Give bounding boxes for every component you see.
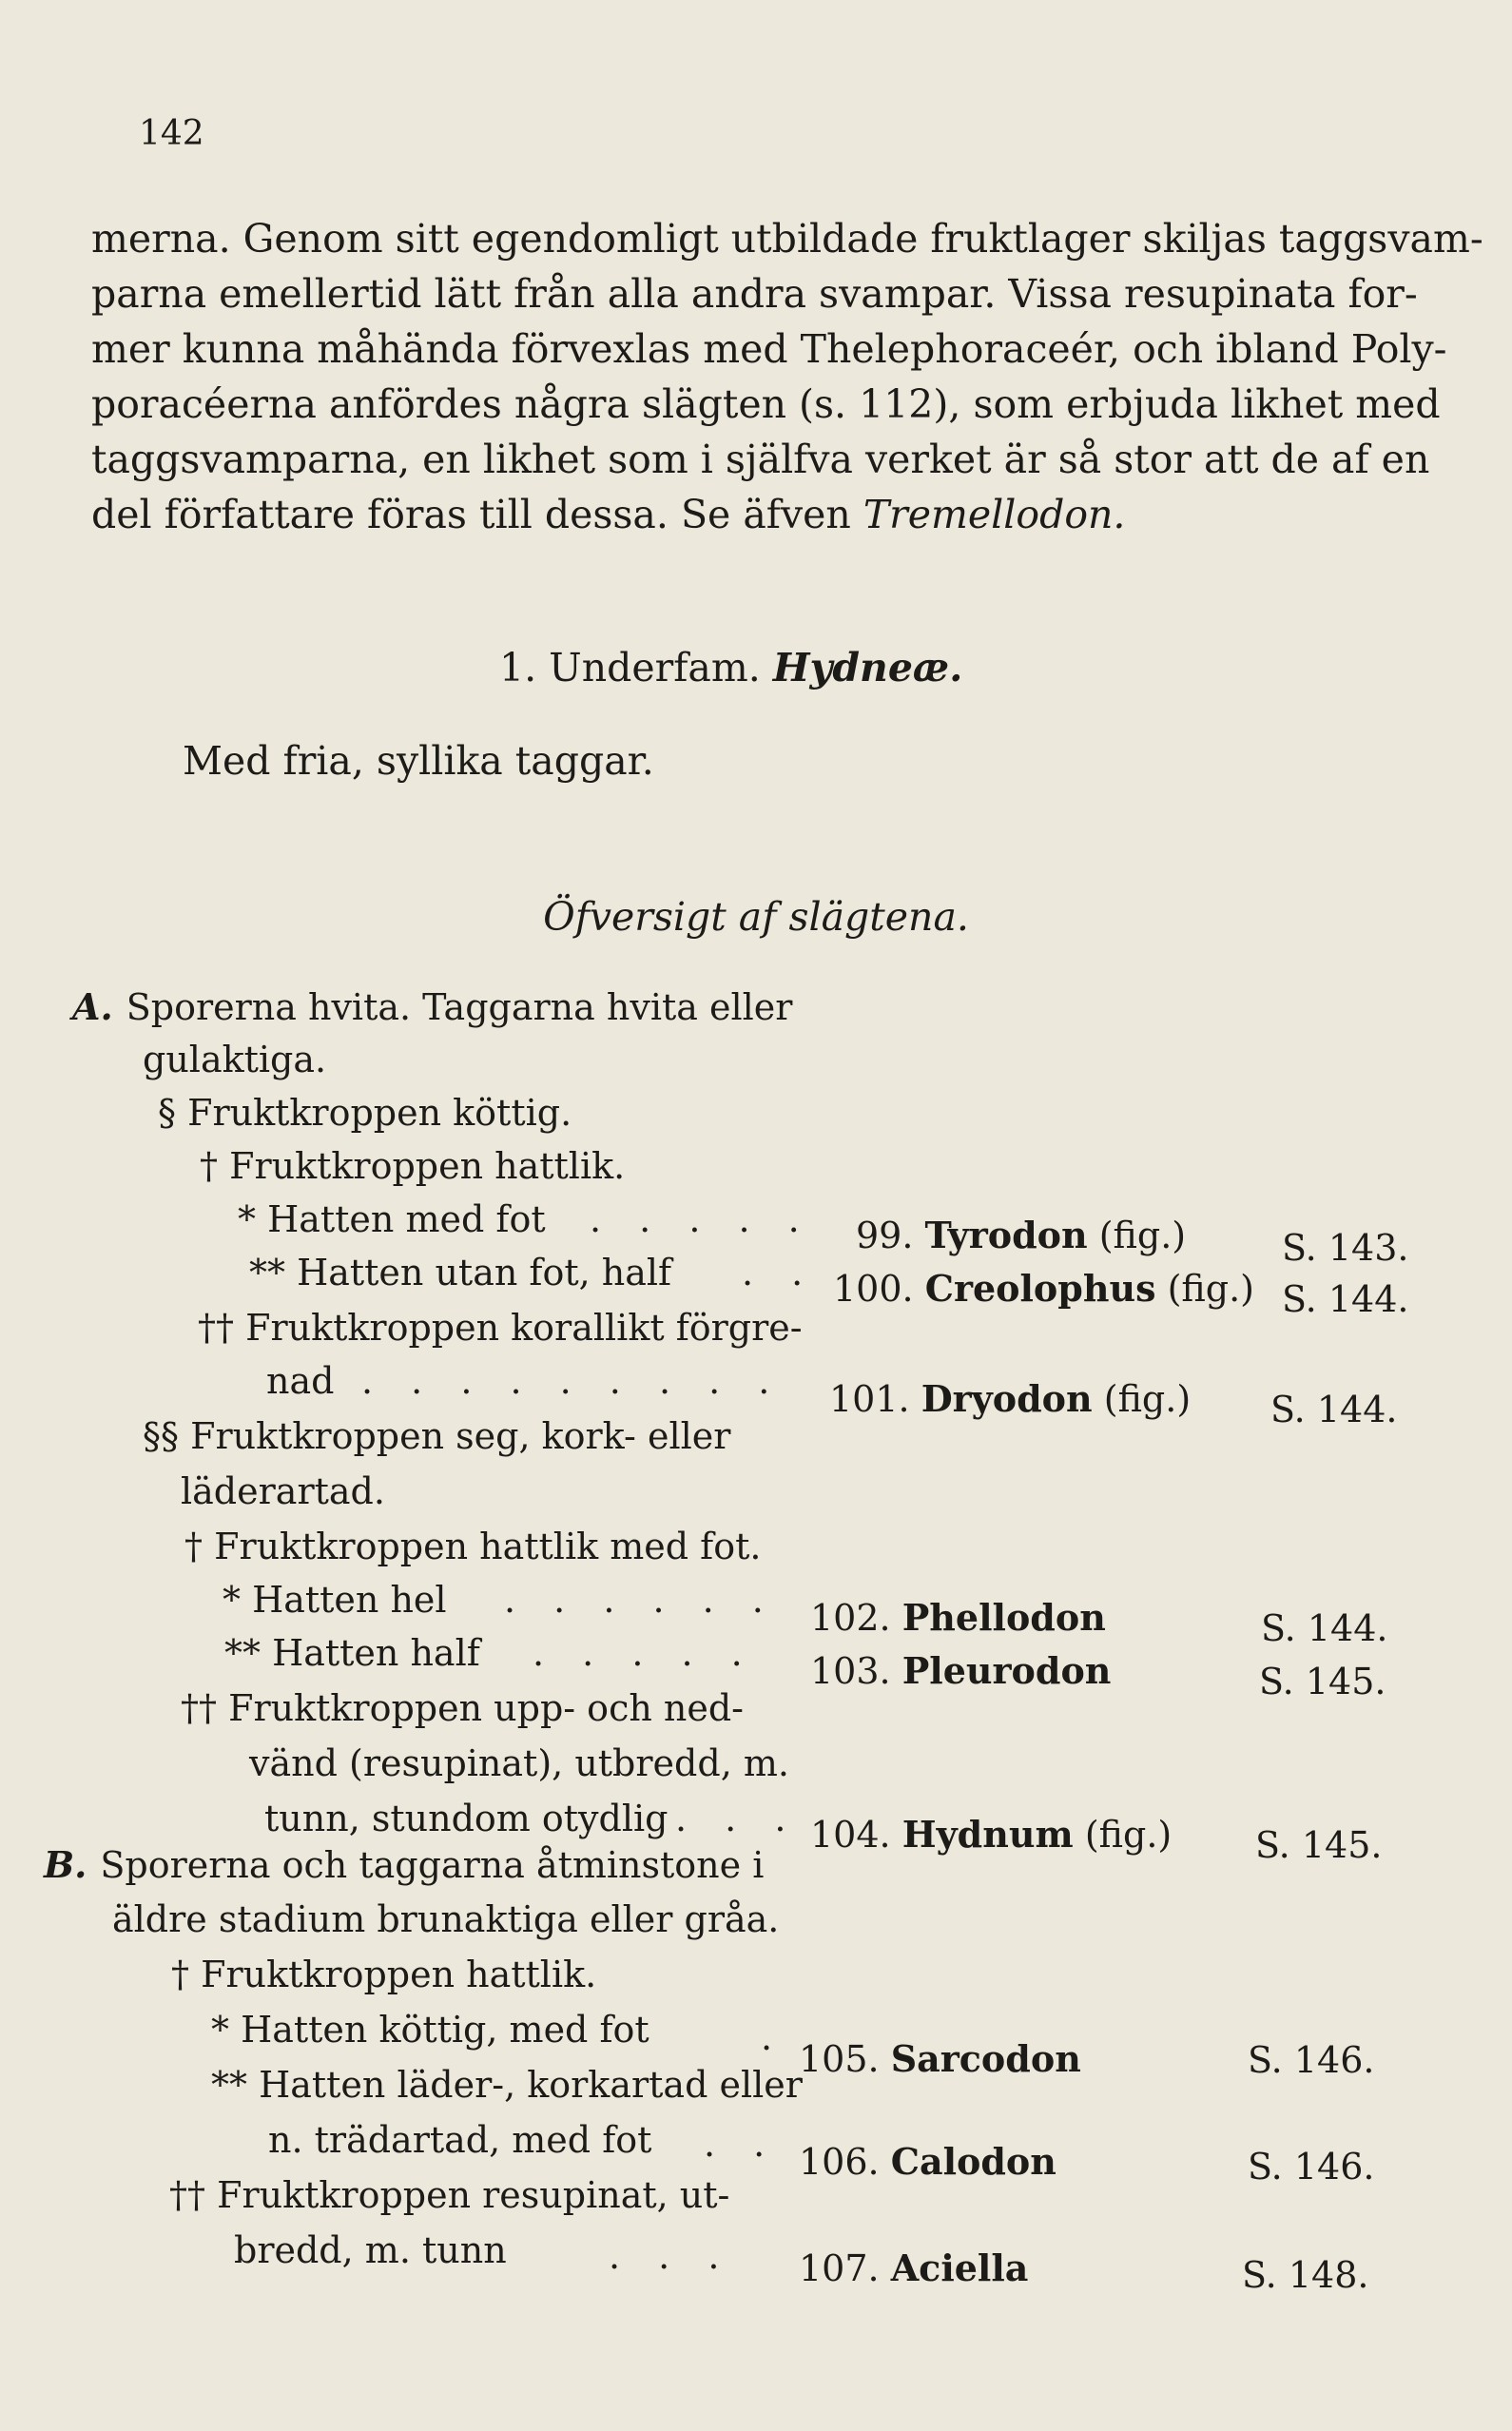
page-ref: S. 145.: [1259, 1661, 1386, 1702]
key-a-s1-t2-2: nad: [266, 1360, 335, 1402]
key-b-t2-2: bredd, m. tunn: [234, 2229, 507, 2271]
genus-entry: 101. Dryodon (fig.): [829, 1377, 1192, 1420]
key-b-t1: † Fruktkroppen hattlik.: [171, 1954, 597, 1995]
genus-entry: 103. Pleurodon: [810, 1649, 1112, 1692]
dot-leader: . . .: [609, 2235, 733, 2277]
key-a-s1-t1: † Fruktkroppen hattlik.: [200, 1145, 626, 1187]
key-a-text: Sporerna hvita. Taggarna hvita eller: [126, 986, 793, 1028]
dot-leader: . .: [742, 1252, 817, 1293]
intro-line-last: [91, 487, 1442, 542]
page-ref: S. 148.: [1242, 2254, 1369, 2296]
intro-paragraph: [91, 211, 1483, 542]
key-b-t1-a: * Hatten köttig, med fot: [211, 2009, 649, 2051]
dot-leader: . . . . .: [590, 1198, 813, 1240]
genus-name: Sarcodon: [890, 2037, 1081, 2080]
genus-entry: 104. Hydnum (fig.): [810, 1813, 1173, 1856]
subfamily-note: Med fria, syllika taggar.: [183, 738, 654, 784]
key-a-s1-t2-1: †† Fruktkroppen korallikt förgre-: [198, 1307, 803, 1349]
key-letter-a: A.: [72, 985, 113, 1028]
genus-entry: 107. Aciella: [799, 2246, 1029, 2289]
key-a-s1-t1-b: ** Hatten utan fot, half: [249, 1252, 672, 1293]
page-ref: S. 144.: [1261, 1607, 1388, 1649]
key-a-s2-2: läderartad.: [181, 1470, 385, 1512]
genus-name: Tyrodon: [924, 1214, 1088, 1256]
genus-name: Creolophus: [924, 1267, 1156, 1310]
dot-leader: . . . . .: [533, 1632, 756, 1674]
key-a-s2-t1-a: * Hatten hel: [223, 1579, 447, 1621]
genus-name: Aciella: [890, 2246, 1029, 2289]
genus-entry: 100. Creolophus (fig.): [833, 1267, 1254, 1310]
intro-line: poracéerna anfördes några slägten (s. 112), som erbjuda likhet med: [91, 381, 1441, 427]
page-number: 142: [139, 114, 204, 153]
key-a-s1: § Fruktkroppen köttig.: [158, 1092, 572, 1134]
see-also-genus: Tremellodon.: [863, 492, 1126, 537]
subfamily-prefix: 1. Underfam.: [499, 645, 761, 690]
key-b-text: Sporerna och taggarna åtminstone i: [100, 1844, 765, 1886]
genus-entry: 99. Tyrodon (fig.): [856, 1214, 1187, 1256]
intro-line: merna. Genom sitt egendomligt utbildade fruktlager skiljas taggsvam-: [91, 216, 1483, 262]
intro-line-text: del författare föras till dessa. Se äfven: [91, 492, 863, 537]
page-ref: S. 144.: [1270, 1389, 1398, 1430]
subfamily-name: Hydneæ.: [772, 645, 963, 690]
genus-name: Calodon: [890, 2140, 1056, 2183]
key-b-t2-1: †† Fruktkroppen resupinat, ut-: [169, 2174, 730, 2216]
key-a-s2-t2-2: vänd (resupinat), utbredd, m.: [249, 1742, 789, 1784]
key-letter-b: B.: [44, 1843, 87, 1886]
key-b-line1: [44, 1843, 764, 1886]
subfamily-heading: [499, 645, 962, 690]
genus-entry: 102. Phellodon: [810, 1596, 1106, 1639]
genus-entry: 105. Sarcodon: [799, 2037, 1081, 2080]
genus-name: Pleurodon: [901, 1649, 1112, 1692]
key-a-s2-t1-b: ** Hatten half: [224, 1632, 480, 1674]
key-a-s2-t1: † Fruktkroppen hattlik med fot.: [184, 1526, 762, 1567]
intro-line: mer kunna måhända förvexlas med Thelephoraceér, och ibland Poly-: [91, 326, 1447, 372]
key-a-s2-t2-1: †† Fruktkroppen upp- och ned-: [181, 1687, 745, 1729]
key-b-t1-b-2: n. trädartad, med fot: [268, 2119, 652, 2161]
page-ref: S. 144.: [1282, 1278, 1409, 1320]
dot-leader: . . . . . .: [504, 1579, 777, 1621]
key-a-s1-t1-a: * Hatten med fot: [238, 1198, 546, 1240]
intro-line: taggsvamparna, en likhet som i själfva verket är så stor att de af en: [91, 437, 1430, 482]
key-a-s2-t2-3: tunn, stundom otydlig: [264, 1798, 669, 1839]
page-ref: S. 145.: [1255, 1824, 1383, 1866]
key-b-line2: äldre stadium brunaktiga eller gråa.: [112, 1898, 780, 1940]
dot-leader: . . . . . . . . .: [361, 1360, 784, 1402]
genus-name: Dryodon: [921, 1377, 1093, 1420]
dot-leader: .: [761, 2016, 786, 2058]
genus-entry: 106. Calodon: [799, 2140, 1056, 2183]
page-ref: S. 146.: [1248, 2146, 1375, 2188]
key-b-t1-b-1: ** Hatten läder-, korkartad eller: [211, 2064, 803, 2106]
page-ref: S. 143.: [1282, 1227, 1409, 1269]
dot-leader: . .: [704, 2123, 779, 2165]
key-a-line2: gulaktiga.: [143, 1039, 327, 1080]
key-a-s2-1: §§ Fruktkroppen seg, kork- eller: [143, 1415, 731, 1457]
genus-name: Hydnum: [901, 1813, 1074, 1856]
key-a-line1: [72, 985, 792, 1028]
genus-name: Phellodon: [901, 1596, 1106, 1639]
intro-line: parna emellertid lätt från alla andra svampar. Vissa resupinata for-: [91, 271, 1418, 317]
key-heading: Öfversigt af slägtena.: [543, 894, 969, 940]
dot-leader: . . .: [675, 1798, 800, 1839]
page-ref: S. 146.: [1248, 2039, 1375, 2081]
